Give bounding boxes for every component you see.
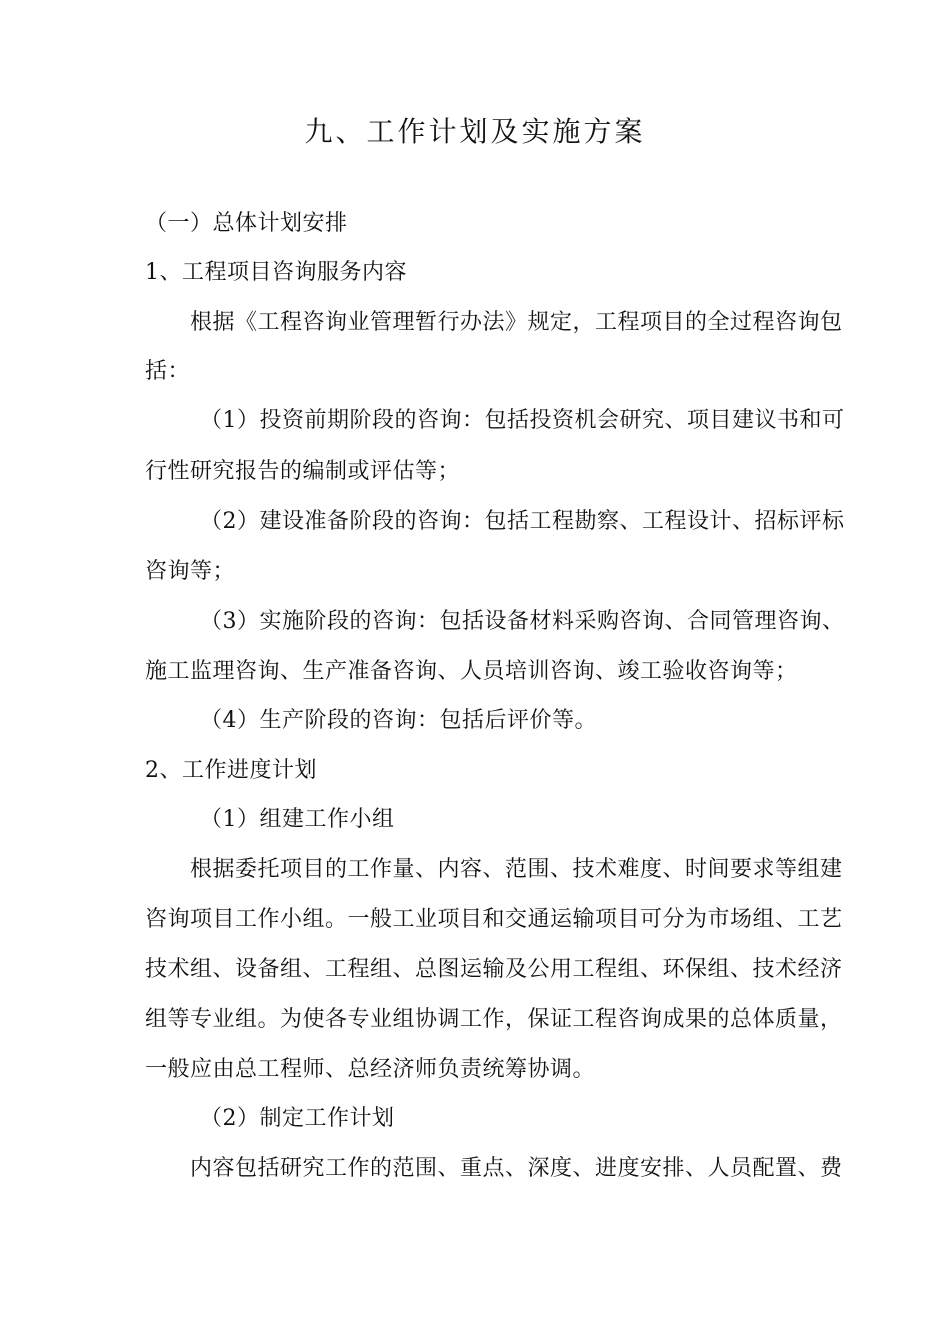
list-item-line: 行性研究报告的编制或评估等； [145,459,461,484]
paragraph-line: 内容包括研究工作的范围、重点、深度、进度安排、人员配置、费 [190,1156,843,1181]
list-item-line: （2）建设准备阶段的咨询：包括工程勘察、工程设计、招标评标 [200,509,845,534]
paragraph-line: 根据《工程咨询业管理暂行办法》规定，工程项目的全过程咨询包 [190,310,843,335]
paragraph-line: 咨询项目工作小组。一般工业项目和交通运输项目可分为市场组、工艺 [145,907,843,932]
list-item-line: 咨询等； [145,559,236,584]
list-item-line: （3）实施阶段的咨询：包括设备材料采购咨询、合同管理咨询、 [200,609,845,634]
paragraph-line: 一般应由总工程师、总经济师负责统筹协调。 [145,1057,596,1082]
sub-heading: （2）制定工作计划 [200,1106,395,1131]
paragraph-line: 组等专业组。为使各专业组协调工作，保证工程咨询成果的总体质量， [145,1007,843,1032]
paragraph-line: 技术组、设备组、工程组、总图运输及公用工程组、环保组、技术经济 [145,957,843,982]
sub-heading: （1）组建工作小组 [200,807,395,832]
subsection-heading: 2、工作进度计划 [145,758,317,783]
paragraph-line: 括： [145,359,191,384]
list-item-line: （4）生产阶段的咨询：包括后评价等。 [200,708,597,733]
list-item-line: 施工监理咨询、生产准备咨询、人员培训咨询、竣工验收咨询等； [145,659,798,684]
page-title: 九、工作计划及实施方案 [304,115,646,148]
section-heading: （一）总体计划安排 [145,211,348,236]
paragraph-line: 根据委托项目的工作量、内容、范围、技术难度、时间要求等组建 [190,857,843,882]
subsection-heading: 1、工程项目咨询服务内容 [145,260,407,285]
list-item-line: （1）投资前期阶段的咨询：包括投资机会研究、项目建议书和可 [200,408,845,433]
